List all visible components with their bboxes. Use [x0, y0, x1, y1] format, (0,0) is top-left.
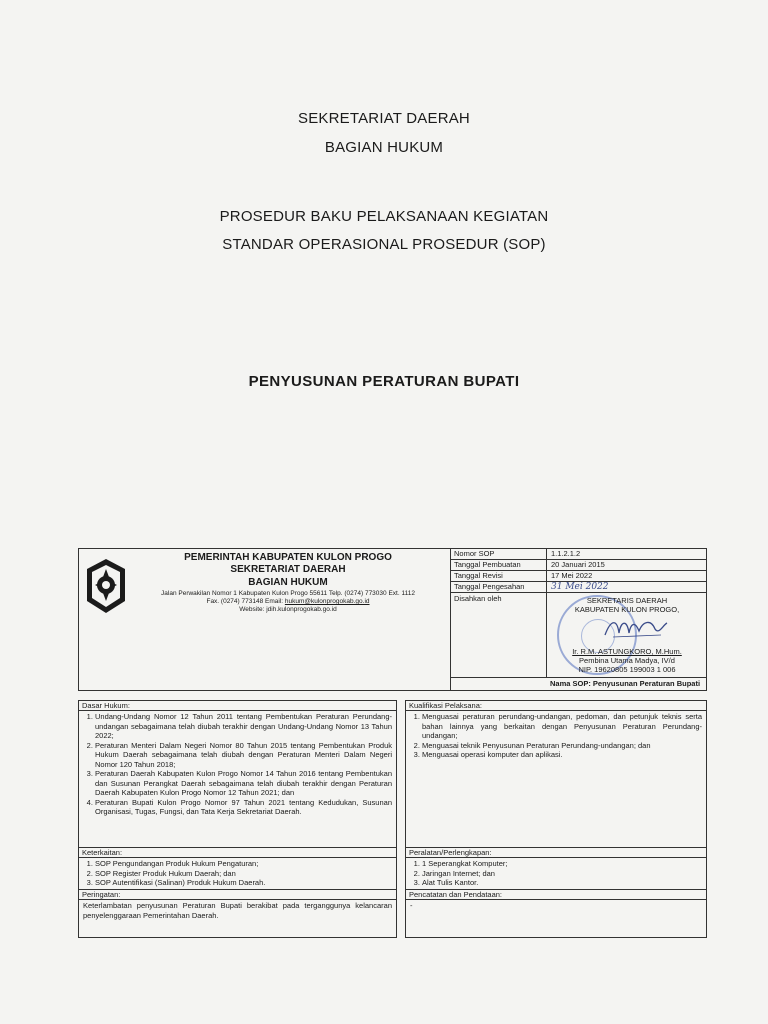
approval-date-row	[450, 582, 706, 593]
keterkaitan-label: Keterkaitan:	[79, 848, 396, 858]
agency-fax: Fax. (0274) 773148 Email:	[206, 598, 285, 605]
keterkaitan-list	[79, 858, 396, 888]
agency-website: Website: jdih.kulonprogokab.go.id	[239, 606, 337, 613]
list-item: 4. Peraturan Bupati Kulon Progo Nomor 97 Tahun 2021 tentang Kedudukan, Susunan Organisasi, Tugas, Fungsi, dan Tata Kerja Sekretariat Daerah.	[95, 798, 392, 817]
agency-email-link[interactable]: hukum@kulonprogokab.go.id	[284, 598, 370, 605]
peralatan-label: Peralatan/Perlengkapan:	[406, 848, 706, 858]
revision-date-label: Tanggal Revisi	[454, 571, 503, 580]
list-item: 1. Undang-Undang Nomor 12 Tahun 2011 tentang Pembentukan Peraturan Perundang-undangan sebagaimana telah diubah terakhir dengan Undang-Undang Nomor 13 Tahun 2022;	[95, 712, 392, 741]
list-item: 2. Peraturan Menteri Dalam Negeri Nomor 80 Tahun 2015 tentang Pembentukan Produk Hukum Daerah sebagaimana telah diubah dengan Peraturan Menteri Dalam Negeri Nomor 120 Tahun 2018;	[95, 741, 392, 770]
qualification-column	[405, 700, 707, 938]
document-title: PENYUSUNAN PERATURAN BUPATI	[248, 373, 520, 390]
sop-number-row	[450, 549, 706, 560]
revision-date-row	[450, 571, 706, 582]
kualifikasi-body	[406, 711, 706, 848]
pencatatan-section	[406, 890, 706, 912]
sop-number-label: Nomor SOP	[454, 549, 495, 558]
agency-contact	[129, 598, 447, 606]
signer-title-1: SEKRETARIS DAERAH	[586, 596, 668, 605]
list-item: 3. Alat Tulis Kantor.	[422, 878, 702, 888]
list-item: 2. Jaringan Internet; dan	[422, 869, 702, 879]
list-item: 2. Menguasai teknik Penyusunan Peraturan Perundang-undangan; dan	[422, 741, 702, 751]
agency-address: Jalan Perwakilan Nomor 1 Kabupaten Kulon Progo 55611 Telp. (0274) 773030 Ext. 1112	[161, 590, 415, 597]
peralatan-section	[406, 848, 706, 887]
list-item: 1. Menguasai peraturan perundang-undangan, pedoman, dan petunjuk teknis serta bahan lainnya yang berkaitan dengan Penyusunan Peraturan Perundang-undangan;	[422, 712, 702, 741]
creation-date-row	[450, 560, 706, 571]
peringatan-text: Keterlambatan penyusunan Peraturan Bupati berakibat pada terganggunya kelancaran penyelenggaraan Pemerintahan Daerah.	[83, 901, 392, 920]
keterkaitan-body	[79, 858, 396, 890]
sop-name: Nama SOP: Penyusunan Peraturan Bupati	[550, 679, 701, 688]
kulon-progo-emblem-icon	[85, 557, 127, 615]
signer-title-2: KABUPATEN KULON PROGO,	[574, 605, 680, 614]
peralatan-list	[406, 858, 706, 888]
signer-nip: NIP. 19620805 199003 1 006	[578, 665, 676, 674]
pencatatan-text: -	[410, 901, 413, 910]
sop-header-line-2: BAGIAN HUKUM	[324, 139, 444, 156]
revision-date-value: 17 Mei 2022	[546, 571, 701, 581]
signature-icon	[601, 613, 671, 643]
peralatan-body	[406, 858, 706, 890]
dasar-hukum-list	[79, 711, 396, 817]
list-item: 2. SOP Register Produk Hukum Daerah; dan	[95, 869, 392, 879]
approved-by-label: Disahkan oleh	[454, 594, 502, 603]
agency-name-division: BAGIAN HUKUM	[248, 577, 328, 588]
creation-date-label: Tanggal Pembuatan	[454, 560, 521, 569]
peringatan-label: Peringatan:	[79, 890, 396, 900]
approval-signature-block	[546, 593, 707, 677]
kualifikasi-label: Kualifikasi Pelaksana:	[406, 701, 706, 711]
sop-meta-block	[450, 549, 706, 690]
approval-date-value: 31 Mei 2022	[546, 582, 701, 592]
peringatan-section	[79, 890, 396, 921]
kualifikasi-section	[406, 701, 706, 759]
legal-basis-column	[78, 700, 397, 938]
list-item: 3. Menguasai operasi komputer dan aplikasi.	[422, 750, 702, 760]
list-item: 3. SOP Autentifikasi (Salinan) Produk Hukum Daerah.	[95, 878, 392, 888]
kualifikasi-list	[406, 711, 706, 760]
sop-name-row	[450, 677, 706, 690]
creation-date-value: 20 Januari 2015	[546, 560, 701, 570]
pencatatan-label: Pencatatan dan Pendataan:	[406, 890, 706, 900]
dasar-hukum-label: Dasar Hukum:	[79, 701, 396, 711]
sop-header-line-4: STANDAR OPERASIONAL PROSEDUR (SOP)	[222, 236, 546, 253]
signer-rank: Pembina Utama Madya, IV/d	[579, 656, 675, 665]
sop-identity-table	[78, 548, 707, 691]
sop-header-line-1: SEKRETARIAT DAERAH	[298, 110, 470, 127]
list-item: 1. 1 Seperangkat Komputer;	[422, 859, 702, 869]
signer-name: Ir. R.M. ASTUNGKORO, M.Hum.	[572, 647, 682, 656]
agency-block	[79, 549, 451, 690]
agency-name-government: PEMERINTAH KABUPATEN KULON PROGO	[184, 552, 392, 563]
sop-number-value: 1.1.2.1.2	[546, 549, 701, 559]
approval-date-label: Tanggal Pengesahan	[454, 582, 525, 591]
dasar-hukum-body	[79, 711, 396, 848]
sop-header-line-3: PROSEDUR BAKU PELAKSANAAN KEGIATAN	[219, 208, 549, 225]
agency-name-secretariat: SEKRETARIAT DAERAH	[230, 564, 346, 575]
list-item: 1. SOP Pengundangan Produk Hukum Pengaturan;	[95, 859, 392, 869]
keterkaitan-section	[79, 848, 396, 887]
list-item: 3. Peraturan Daerah Kabupaten Kulon Progo Nomor 14 Tahun 2016 tentang Pembentukan dan Susunan Perangkat Daerah sebagaimana telah diubah terakhir dengan Peraturan Daerah Kabupaten Kulon Progo Nomor 12 Tahun 2021; dan	[95, 769, 392, 798]
dasar-hukum-section	[79, 701, 396, 816]
